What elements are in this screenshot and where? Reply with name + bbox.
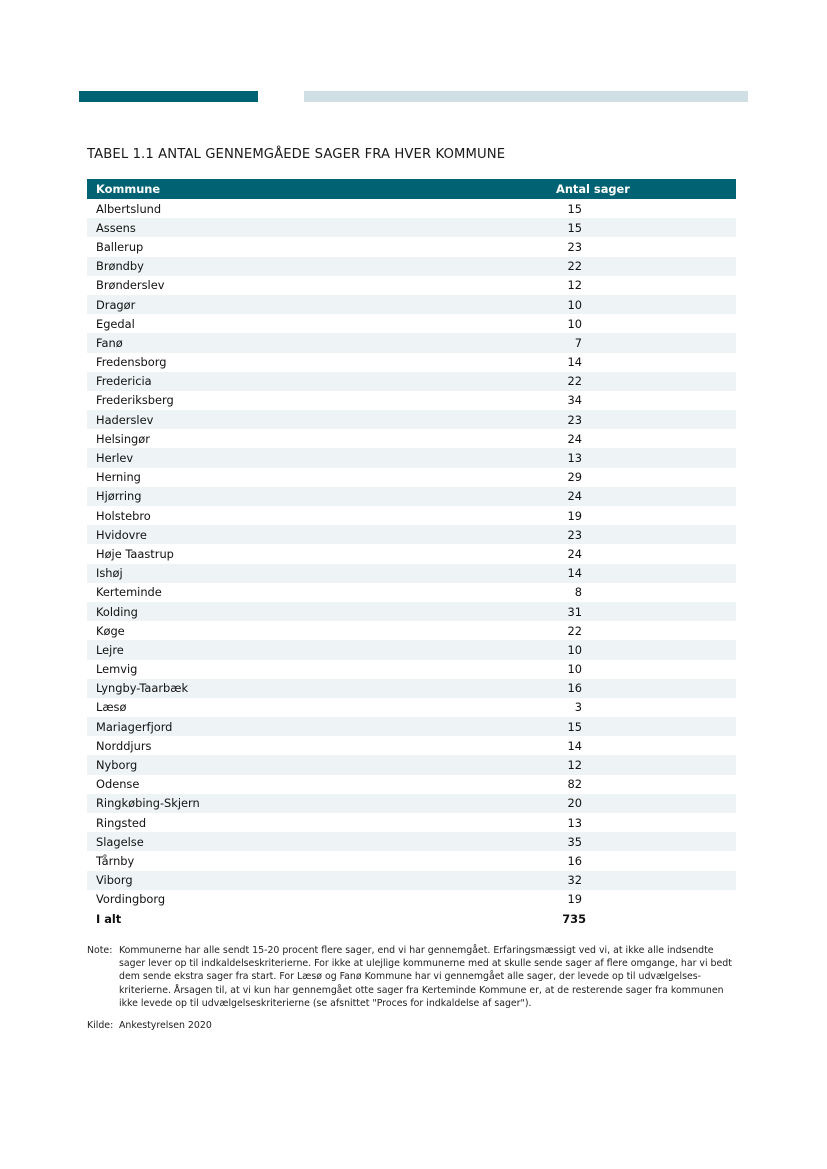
- row-antal-sager: 3: [574, 700, 582, 715]
- source-label: Kilde:: [87, 1020, 114, 1031]
- row-kommune: Lemvig: [96, 662, 138, 677]
- row-antal-sager: 14: [567, 738, 582, 753]
- table-note: [87, 944, 742, 1010]
- row-kommune: Assens: [96, 220, 136, 235]
- row-antal-sager: 10: [567, 642, 582, 657]
- table-row: [87, 794, 736, 813]
- table-row: [87, 237, 736, 256]
- row-kommune: Kerteminde: [96, 585, 162, 600]
- row-antal-sager: 82: [567, 777, 582, 792]
- table-row: [87, 199, 736, 218]
- header-antal-sager: Antal sager: [556, 182, 630, 196]
- table-row: [87, 564, 736, 583]
- row-kommune: Herning: [96, 470, 141, 485]
- table-row: [87, 583, 736, 602]
- table-row: [87, 871, 736, 890]
- row-kommune: Dragør: [96, 297, 136, 312]
- table-row: [87, 717, 736, 736]
- row-kommune: Herlev: [96, 451, 134, 466]
- note-text: Kommunerne har alle sendt 15-20 procent flere sager, end vi har gennemgået. Erfaringsmæssigt ved vi, at ikke alle indsendte sager lever op til indkaldelseskriterierne. For ikke at ulejlige kommunerne med at skulle sende sager af flere omgange, har vi bedt dem sende ekstra sager fra start. For Læsø og Fanø Kommune har vi gennemgået alle sager, der levede op til udvælgelses-kriterierne. Årsagen til, at vi kun har gennemgået otte sager fra Kerteminde Kommune er, at de resterende sager fra kommunen ikke levede op til udvælgelseskriterierne (se afsnittet "Proces for indkaldelse af sager").: [119, 945, 732, 1009]
- row-kommune: Ballerup: [96, 239, 144, 254]
- row-antal-sager: 10: [567, 316, 582, 331]
- row-antal-sager: 31: [567, 604, 582, 619]
- row-antal-sager: 23: [567, 239, 582, 254]
- row-kommune: Albertslund: [96, 201, 162, 216]
- header-bar-light: [304, 91, 748, 102]
- row-kommune: Ringkøbing-Skjern: [96, 796, 200, 811]
- row-antal-sager: 23: [567, 412, 582, 427]
- table-row: [87, 333, 736, 352]
- table-row: [87, 621, 736, 640]
- table-row: [87, 851, 736, 870]
- row-antal-sager: 15: [567, 201, 582, 216]
- row-kommune: Lejre: [96, 642, 124, 657]
- table-row: [87, 391, 736, 410]
- row-kommune: Høje Taastrup: [96, 546, 174, 561]
- table-row: [87, 448, 736, 467]
- row-antal-sager: 13: [567, 815, 582, 830]
- row-antal-sager: 24: [567, 489, 582, 504]
- row-antal-sager: 14: [567, 355, 582, 370]
- table-row: [87, 640, 736, 659]
- row-antal-sager: 15: [567, 719, 582, 734]
- table-row: [87, 679, 736, 698]
- row-kommune: Ringsted: [96, 815, 147, 830]
- row-antal-sager: 35: [567, 834, 582, 849]
- row-antal-sager: 24: [567, 431, 582, 446]
- row-antal-sager: 29: [567, 470, 582, 485]
- total-value: 735: [562, 911, 586, 926]
- row-antal-sager: 22: [567, 374, 582, 389]
- row-kommune: Fanø: [96, 335, 123, 350]
- row-kommune: Nyborg: [96, 758, 138, 773]
- table-row: [87, 487, 736, 506]
- row-antal-sager: 22: [567, 623, 582, 638]
- row-kommune: Frederiksberg: [96, 393, 174, 408]
- table-row: [87, 257, 736, 276]
- row-antal-sager: 34: [567, 393, 582, 408]
- row-kommune: Odense: [96, 777, 140, 792]
- row-kommune: Kolding: [96, 604, 138, 619]
- row-kommune: Køge: [96, 623, 125, 638]
- table-row: [87, 660, 736, 679]
- row-antal-sager: 13: [567, 451, 582, 466]
- table-total-row: [87, 909, 736, 928]
- row-kommune: Haderslev: [96, 412, 154, 427]
- header-bar-dark: [79, 91, 258, 102]
- row-kommune: Lyngby-Taarbæk: [96, 681, 189, 696]
- table-row: [87, 218, 736, 237]
- table-row: [87, 372, 736, 391]
- row-kommune: Norddjurs: [96, 738, 152, 753]
- total-label: I alt: [96, 911, 122, 926]
- table-row: [87, 602, 736, 621]
- row-antal-sager: 10: [567, 662, 582, 677]
- row-antal-sager: 19: [567, 508, 582, 523]
- table-row: [87, 276, 736, 295]
- row-kommune: Hvidovre: [96, 527, 147, 542]
- table-row: [87, 314, 736, 333]
- table-row: [87, 544, 736, 563]
- row-antal-sager: 24: [567, 546, 582, 561]
- table-row: [87, 468, 736, 487]
- row-antal-sager: 32: [567, 873, 582, 888]
- row-antal-sager: 12: [567, 758, 582, 773]
- row-kommune: Brønderslev: [96, 278, 165, 293]
- row-kommune: Fredensborg: [96, 355, 167, 370]
- row-kommune: Helsingør: [96, 431, 150, 446]
- row-antal-sager: 8: [574, 585, 582, 600]
- row-kommune: Brøndby: [96, 259, 144, 274]
- table-row: [87, 775, 736, 794]
- row-kommune: Vordingborg: [96, 892, 166, 907]
- row-kommune: Viborg: [96, 873, 133, 888]
- row-kommune: Mariagerfjord: [96, 719, 173, 734]
- row-kommune: Læsø: [96, 700, 127, 715]
- row-antal-sager: 10: [567, 297, 582, 312]
- note-label: Note:: [87, 945, 113, 956]
- row-antal-sager: 16: [567, 681, 582, 696]
- table-row: [87, 295, 736, 314]
- table-row: [87, 353, 736, 372]
- row-antal-sager: 7: [574, 335, 582, 350]
- table-header: [87, 179, 736, 199]
- table-row: [87, 429, 736, 448]
- table-row: [87, 410, 736, 429]
- table-row: [87, 755, 736, 774]
- row-kommune: Ishøj: [96, 566, 123, 581]
- source-text: Ankestyrelsen 2020: [119, 1020, 212, 1031]
- row-antal-sager: 22: [567, 259, 582, 274]
- row-kommune: Hjørring: [96, 489, 142, 504]
- table-row: [87, 890, 736, 909]
- table-source: [87, 1020, 212, 1031]
- table-row: [87, 736, 736, 755]
- row-antal-sager: 16: [567, 853, 582, 868]
- table-row: [87, 698, 736, 717]
- table-caption: TABEL 1.1 ANTAL GENNEMGÅEDE SAGER FRA HVER KOMMUNE: [87, 147, 506, 162]
- row-kommune: Fredericia: [96, 374, 152, 389]
- row-kommune: Holstebro: [96, 508, 151, 523]
- row-kommune: Tårnby: [96, 853, 135, 868]
- table-row: [87, 813, 736, 832]
- header-kommune: Kommune: [96, 182, 161, 196]
- row-antal-sager: 23: [567, 527, 582, 542]
- row-antal-sager: 12: [567, 278, 582, 293]
- table-row: [87, 832, 736, 851]
- table-row: [87, 525, 736, 544]
- row-antal-sager: 15: [567, 220, 582, 235]
- table-row: [87, 506, 736, 525]
- row-antal-sager: 19: [567, 892, 582, 907]
- table-body: [87, 199, 736, 909]
- row-antal-sager: 20: [567, 796, 582, 811]
- kommune-table: [87, 179, 736, 928]
- row-kommune: Slagelse: [96, 834, 144, 849]
- row-antal-sager: 14: [567, 566, 582, 581]
- row-kommune: Egedal: [96, 316, 135, 331]
